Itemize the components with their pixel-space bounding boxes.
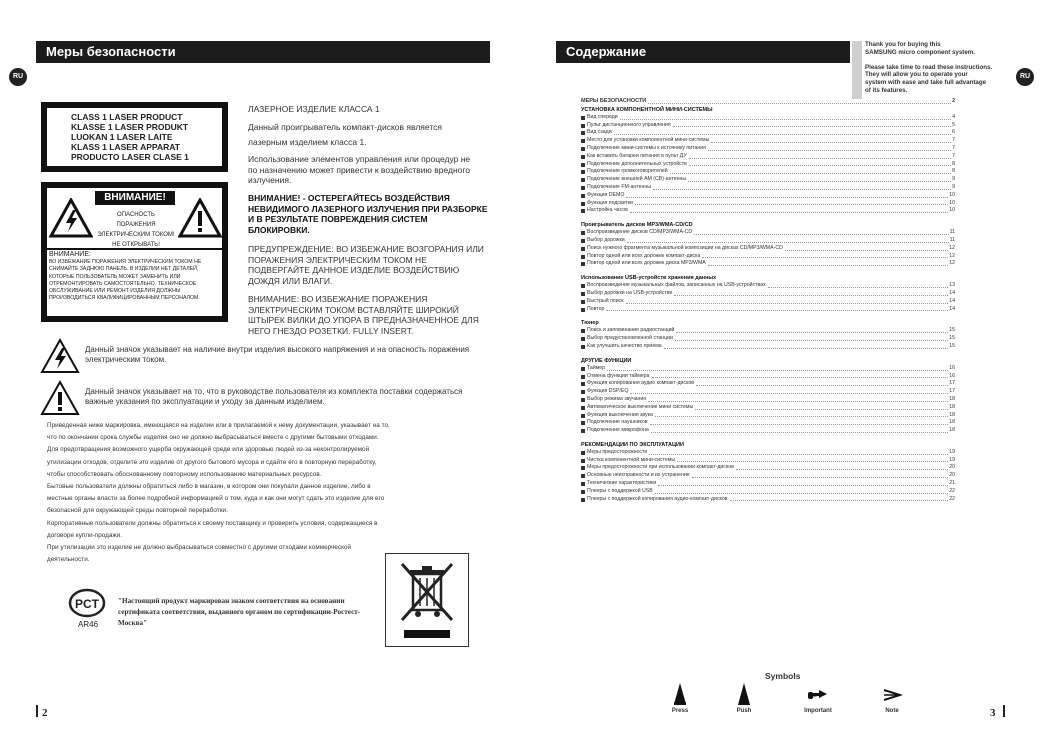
disposal-line: чтобы способствовать обоснованному повторному использованию материальных ресурсов.: [47, 470, 322, 478]
disposal-line: безопасной для окружающей среды повторной переработки.: [47, 507, 228, 515]
toc-page-number: 22: [949, 487, 955, 494]
toc-item-text: Поиск и запоминание радиостанций: [587, 327, 675, 334]
toc-item[interactable]: [581, 282, 955, 290]
disposal-line: Приведенная ниже маркировка, имеющаяся на изделии или в прилагаемой к нему документации, указывает на то,: [47, 422, 390, 429]
toc-item[interactable]: [581, 192, 955, 200]
disposal-line: Бытовые пользователи должны обратиться либо в магазин, в котором они покупали данное изделие, либо в: [47, 483, 371, 491]
toc-item-text: Выбор дорожки: [587, 236, 625, 243]
svg-text:PCT: PCT: [75, 597, 99, 611]
toc-item-text: Основные неисправности и их устранение: [587, 472, 690, 479]
toc-page-number: 16: [949, 364, 955, 371]
toc-page-number: 10: [949, 207, 955, 214]
bullet-square: [581, 375, 585, 379]
toc-item-text: Повтор одной или всех дорожек диска MP3/WMA: [587, 260, 706, 267]
toc-item[interactable]: [581, 427, 955, 435]
toc-leader-dots: [768, 282, 948, 288]
toc-page-number: 18: [949, 419, 955, 426]
crossed-bin-icon: [396, 560, 458, 632]
bullet-square: [581, 170, 585, 174]
toc-leader-dots: [702, 253, 948, 259]
symbol-push: [729, 682, 759, 714]
toc-item[interactable]: [581, 137, 955, 145]
toc-leader-dots: [695, 404, 948, 410]
right-page-number: 3: [990, 707, 996, 719]
bullet-square: [581, 139, 585, 143]
toc-item[interactable]: [581, 449, 955, 457]
toc-leader-dots: [694, 229, 948, 235]
thanks-line: system with ease and take full advantage: [865, 78, 987, 86]
toc-page-number: 11: [949, 229, 955, 236]
bullet-square: [581, 498, 585, 502]
toc-item-text: Функция DEMO: [587, 191, 625, 198]
caution-box-bottom: [47, 250, 222, 316]
thanks-line: Please take time to read these instructions.: [865, 63, 993, 71]
toc-item-text: Подключение наушников: [587, 419, 648, 426]
toc-item[interactable]: [581, 472, 955, 480]
toc-leader-dots: [626, 192, 948, 198]
toc-page-number: 20: [949, 464, 955, 471]
bullet-square: [581, 231, 585, 235]
toc-leader-dots: [689, 161, 951, 167]
toc-leader-dots: [676, 327, 948, 333]
toc-leader-dots: [664, 343, 949, 349]
toc-item[interactable]: [581, 404, 955, 412]
disposal-line: договоре купли-продажи.: [47, 531, 123, 539]
pct-certification-logo: [68, 588, 106, 618]
toc-leader-dots: [677, 457, 948, 463]
thanks-line: They will allow you to operate your: [865, 71, 968, 79]
disposal-line: что по окончании срока службы изделия оно не должно выбрасываться вместе с другими бытовыми отходами.: [47, 434, 379, 442]
toc-leader-dots: [627, 237, 949, 243]
lightning-warning-icon: [49, 198, 93, 238]
toc-item[interactable]: [581, 122, 955, 130]
bullet-square: [581, 482, 585, 486]
toc-item-text: Повтор: [587, 305, 605, 312]
toc-leader-dots: [673, 122, 951, 128]
toc-item-text: Технические характеристики: [587, 480, 657, 487]
toc-page-number: 21: [949, 480, 955, 487]
toc-leader-dots: [652, 373, 949, 379]
toc-item-text: Выбор режима звучания: [587, 395, 647, 402]
toc-item[interactable]: [581, 245, 955, 253]
disposal-line: При утилизации это изделие не должно выбрасываться совместно с другими отходами коммерческой: [47, 544, 352, 552]
toc-item-text: Подключение внешней AM (CB)-антенны: [587, 176, 687, 183]
left-header-bar: [36, 41, 490, 63]
toc-item-text: Быстрый поиск: [587, 297, 624, 304]
laser-class-label: [41, 102, 228, 172]
toc-page-number: 7: [952, 152, 955, 159]
right-language-badge: RU: [1016, 68, 1034, 86]
bullet-square: [581, 255, 585, 259]
bullet-square: [581, 300, 585, 304]
laser-label-line: PRODUCTO LASER CLASE 1: [71, 152, 189, 162]
toc-page-number: 14: [949, 305, 955, 312]
toc-item[interactable]: [581, 290, 955, 298]
toc-page-number: 14: [949, 297, 955, 304]
bullet-square: [581, 451, 585, 455]
bullet-square: [581, 292, 585, 296]
toc-page-number: 18: [949, 395, 955, 402]
thanks-note: [865, 41, 1015, 94]
toc-page-number: 20: [949, 472, 955, 479]
bullet-square: [581, 429, 585, 433]
bullet-square: [581, 239, 585, 243]
toc-item-text: Автоматическое выключение мини системы: [587, 403, 694, 410]
toc-leader-dots: [655, 412, 948, 418]
fire-warning-text: ПРЕДУПРЕЖДЕНИЕ: ВО ИЗБЕЖАНИЕ ВОЗГОРАНИЯ ИЛИ ПОРАЖЕНИЯ ЭЛЕКТРИЧЕСКИМ ТОКОМ НЕ ПОДВЕРГАЙТЕ ДАННОЕ ИЗДЕЛИЕ ВОЗДЕЙСТВИЮ ДОЖДЯ ИЛИ ВЛАГИ.: [248, 244, 484, 286]
toc-item[interactable]: [581, 207, 955, 215]
toc-leader-dots: [692, 472, 949, 478]
toc-item[interactable]: [581, 343, 955, 351]
bullet-square: [581, 414, 585, 418]
plug-warning-text: ВНИМАНИЕ: ВО ИЗБЕЖАНИЕ ПОРАЖЕНИЯ ЭЛЕКТРИЧЕСКИМ ТОКОМ ВСТАВЛЯЙТЕ ШИРОКИЙ ШТЫРЕК ВИЛКИ ДО УПОРА В ПРЕДНАЗНАЧЕННОЕ ДЛЯ НЕГО ГНЕЗДО РОЗЕТКИ. FULLY INSERT.: [248, 294, 479, 336]
bullet-square: [581, 421, 585, 425]
thanks-line: Thank you for buying this: [865, 41, 941, 48]
left-header-title: Меры безопасности: [46, 44, 176, 59]
right-header-title: Содержание: [566, 44, 647, 59]
toc-section-heading[interactable]: Использование USB-устройств хранения данных: [581, 275, 717, 282]
toc-leader-dots: [658, 480, 948, 486]
toc-item[interactable]: [581, 327, 955, 335]
toc-item-text: Подключение мини-системы к источнику питания: [587, 144, 706, 151]
toc-page-number: 14: [949, 289, 955, 296]
toc-item-text: Воспроизведение дисков CD/MP3/WMA-CD: [587, 229, 693, 236]
bullet-square: [581, 466, 585, 470]
toc-page-number: 18: [949, 427, 955, 434]
toc-leader-dots: [674, 290, 948, 296]
toc-leader-dots: [620, 114, 951, 120]
symbol-important: [798, 688, 838, 714]
toc-item[interactable]: [581, 335, 955, 343]
toc-leader-dots: [730, 496, 949, 502]
toc-section-heading[interactable]: Тюнер: [581, 320, 599, 327]
toc-leader-dots: [675, 335, 948, 341]
caution-box-top: [47, 188, 222, 248]
toc-item[interactable]: [581, 496, 955, 504]
toc-section-heading[interactable]: ДРУГИЕ ФУНКЦИИ: [581, 357, 632, 364]
left-page-number: 2: [42, 707, 48, 719]
toc-item[interactable]: [581, 237, 955, 245]
toc-item-text: Выбор дорожки на USB-устройстве: [587, 289, 673, 296]
symbol-label: Important: [804, 708, 832, 714]
push-icon: [737, 682, 751, 706]
toc-leader-dots: [696, 380, 948, 386]
symbols-title: Symbols: [765, 671, 801, 681]
toc-item-text: Функция DSP/EQ: [587, 388, 629, 395]
bullet-square: [581, 398, 585, 402]
toc-item-text: Чистка компонентной мини-системы: [587, 456, 676, 463]
bullet-square: [581, 194, 585, 198]
disposal-line: Корпоративные пользователи должны обратиться к своему поставщику и проверить условия, содержащиеся в: [47, 519, 378, 527]
toc-item[interactable]: [581, 464, 955, 472]
toc-item-text: Подключение громкоговорителей: [587, 168, 668, 175]
toc-page-number: 19: [949, 448, 955, 455]
toc-leader-dots: [650, 419, 949, 425]
toc-item[interactable]: [581, 457, 955, 465]
toc-section-heading[interactable]: УСТАНОВКА КОМПОНЕНТНОЙ МИНИ-СИСТЕМЫ: [581, 106, 713, 113]
toc-leader-dots: [785, 245, 948, 251]
toc-item[interactable]: [581, 229, 955, 237]
exclamation-warning-icon: [178, 198, 222, 238]
exclamation-symbol-icon: [40, 380, 80, 416]
toc-page-number: 5: [952, 121, 955, 128]
bullet-square: [581, 382, 585, 386]
toc-item-text: Воспроизведение музыкальных файлов, записанных на USB-устройствах: [587, 282, 766, 289]
bullet-square: [581, 247, 585, 251]
toc-item[interactable]: [581, 396, 955, 404]
certification-code: AR46: [78, 620, 99, 629]
toc-heading-text: МЕРЫ БЕЗОПАСНОСТИ: [581, 98, 647, 104]
toc-leader-dots: [711, 137, 951, 143]
toc-item-text: Пульт дистанционного управления: [587, 121, 671, 128]
laser-class-text: Данный проигрыватель компакт-дисков является лазерным изделием класса 1.: [248, 122, 442, 147]
toc-item[interactable]: [581, 298, 955, 306]
disposal-line: Для предотвращения возможного ущерба окружающей среде или здоровью людей из-за неконтролируемой: [47, 446, 370, 454]
weee-symbol-box: [385, 553, 469, 647]
toc-page-number: 10: [949, 191, 955, 198]
bullet-square: [581, 284, 585, 288]
toc-item[interactable]: [581, 260, 955, 268]
toc-leader-dots: [630, 207, 948, 213]
toc-item[interactable]: [581, 388, 955, 396]
caution-box: [41, 182, 228, 322]
toc-page-number: 17: [949, 380, 955, 387]
toc-item-text: Вид спереди: [587, 113, 618, 120]
toc-item-text: Таймер: [587, 364, 606, 371]
controls-warning-text: Использование элементов управления или процедур не по назначению может привести к воздействию вредного излучения.: [248, 154, 471, 185]
left-language-badge: RU: [9, 68, 27, 86]
toc-item-text: Плееры с поддержкой копирования аудио-компакт-дисков: [587, 495, 728, 502]
disposal-line: местные органы власти за более подробной информацией о том, куда и как они могут сдать это изделие для его: [47, 495, 385, 503]
bullet-square: [581, 337, 585, 341]
toc-item-text: Повтор одной или всех дорожек компакт-диска: [587, 252, 701, 259]
toc-item[interactable]: [581, 184, 955, 192]
toc-item[interactable]: [581, 168, 955, 176]
bullet-square: [581, 367, 585, 371]
toc-page-number: 12: [949, 244, 955, 251]
toc-item[interactable]: [581, 145, 955, 153]
toc-leader-dots: [648, 396, 948, 402]
note-icon: [882, 688, 902, 702]
toc-item[interactable]: [581, 153, 955, 161]
bullet-square: [581, 131, 585, 135]
bullet-square: [581, 178, 585, 182]
laser-label-line: KLASSE 1 LASER PRODUKT: [71, 122, 189, 132]
thanks-line: SAMSUNG micro component system.: [865, 48, 976, 56]
laser-label-line: CLASS 1 LASER PRODUCT: [71, 112, 183, 122]
toc-page-number: 22: [949, 495, 955, 502]
caution-shock-text: ОПАСНОСТЬ ПОРАЖЕНИЯ ЭЛЕКТРИЧЕСКИМ ТОКОМ! НЕ ОТКРЫВАТЬ!: [97, 212, 175, 248]
bullet-square: [581, 124, 585, 128]
toc-item-text: Подключение FM-антенны: [587, 183, 651, 190]
toc-section-heading[interactable]: Проигрыватель дисков MP3/WMA-CD/CD: [581, 222, 693, 229]
toc-page-number: 19: [949, 456, 955, 463]
thanks-line: [865, 56, 1015, 64]
toc-item[interactable]: [581, 306, 955, 314]
symbol-note: [872, 688, 912, 714]
toc-item[interactable]: [581, 176, 955, 184]
bullet-square: [581, 406, 585, 410]
toc-item-text: Как вставить батареи питания в пульт ДУ: [587, 152, 687, 159]
toc-page-number: 12: [949, 252, 955, 259]
disposal-line: деятельности.: [47, 556, 90, 564]
toc-item-text: Функция выключения звука: [587, 411, 653, 418]
toc-section-heading[interactable]: [581, 98, 955, 106]
toc-section-heading[interactable]: РЕКОМЕНДАЦИИ ПО ЭКСПЛУАТАЦИИ: [581, 441, 684, 448]
toc-page-number: 7: [952, 144, 955, 151]
toc-leader-dots: [736, 464, 948, 470]
bullet-square: [581, 474, 585, 478]
bullet-square: [581, 390, 585, 394]
toc-item-text: Плееры с поддержкой USB: [587, 487, 653, 494]
toc-leader-dots: [653, 184, 951, 190]
toc-leader-dots: [708, 145, 951, 151]
toc-item-text: Как улучшить качество приема: [587, 342, 662, 349]
left-page-bottom-rule: [36, 705, 38, 717]
bullet-square: [581, 490, 585, 494]
right-page-bottom-rule: [1003, 705, 1005, 717]
toc-page-number: 6: [952, 129, 955, 136]
toc-page-number: 9: [952, 183, 955, 190]
toc-leader-dots: [648, 98, 951, 104]
toc-page-number: 8: [952, 168, 955, 175]
toc-page-number: 17: [949, 388, 955, 395]
laser-label-line: LUOKAN 1 LASER LAITE: [71, 132, 173, 142]
toc-page-number: 16: [949, 372, 955, 379]
bullet-square: [581, 459, 585, 463]
bullet-square: [581, 345, 585, 349]
disposal-text: [47, 420, 487, 566]
laser-label-line: KLASS 1 LASER APPARAT: [71, 142, 180, 152]
bullet-square: [581, 262, 585, 266]
toc-page-number: 9: [952, 176, 955, 183]
toc-item[interactable]: [581, 380, 955, 388]
toc-item-text: Отмена функции таймера: [587, 372, 650, 379]
exclamation-symbol-note: Данный значок указывает на то, что в руководстве пользователя из комплекта поставки содержаться важные указания по эксплуатации и уходу за данным изделием.: [85, 387, 463, 406]
toc-leader-dots: [689, 153, 951, 159]
invisible-laser-warning: ВНИМАНИЕ! - ОСТЕРЕГАЙТЕСЬ ВОЗДЕЙСТВИЯ НЕВИДИМОГО ЛАЗЕРНОГО ИЗЛУЧЕНИЯ ПРИ РАЗБОРКЕ И В РЕЗУЛЬТАТЕ ПОВРЕЖДЕНИЯ СИСТЕМ БЛОКИРОВКИ.: [248, 193, 488, 235]
caution-lower-title: ВНИМАНИЕ:: [49, 251, 91, 258]
toc-item-text: Меры предосторожности: [587, 448, 648, 455]
bullet-square: [581, 147, 585, 151]
toc-page-number: 13: [949, 282, 955, 289]
toc-leader-dots: [606, 306, 948, 312]
toc-page-number: 11: [949, 236, 955, 243]
toc-item[interactable]: [581, 114, 955, 122]
toc-page-number: 7: [952, 137, 955, 144]
toc-item[interactable]: [581, 373, 955, 381]
bullet-square: [581, 155, 585, 159]
toc-item-text: Функция копирования аудио компакт-дисков: [587, 380, 694, 387]
toc-item-text: Подключение дополнительных устройств: [587, 160, 687, 167]
laser-class-heading: ЛАЗЕРНОЕ ИЗДЕЛИЕ КЛАССА 1: [248, 104, 380, 114]
symbol-label: Note: [885, 708, 899, 714]
toc-page-number: 15: [949, 342, 955, 349]
toc-page-number: 10: [949, 199, 955, 206]
toc-item-text: Вид сзади: [587, 129, 612, 136]
toc-page-number: 12: [949, 260, 955, 267]
caution-lower-text: ВО ИЗБЕЖАНИЕ ПОРАЖЕНИЯ ЭЛЕКТРИЧЕСКИМ ТОКОМ НЕ СНИМАЙТЕ ЗАДНЮЮ ПАНЕЛЬ. В ИЗДЕЛИИ НЕТ ДЕТАЛЕЙ, КОТОРЫЕ ПОЛЬЗОВАТЕЛЬ МОЖЕТ ЗАМЕНИТЬ ИЛИ ОТРЕМОНТИРОВАТЬ САМОСТОЯТЕЛЬНО. ТЕХНИЧЕСКОЕ ОБСЛУЖИВАНИЕ ИЛИ РЕМОНТ ИЗДЕЛИЯ ДОЛЖНЫ ПРОИЗВОДИТЬСЯ КВАЛИФИЦИРОВАННЫМ ПЕРСОНАЛОМ.: [49, 259, 202, 302]
bullet-square: [581, 202, 585, 206]
bullet-square: [581, 329, 585, 333]
toc-leader-dots: [630, 388, 948, 394]
toc-page-number: 15: [949, 335, 955, 342]
thanks-line: of its features.: [865, 86, 908, 94]
toc-page-number: 18: [949, 411, 955, 418]
toc-leader-dots: [626, 298, 949, 304]
toc-leader-dots: [607, 365, 948, 371]
bullet-square: [581, 186, 585, 190]
toc-item[interactable]: [581, 419, 955, 427]
disposal-line: утилизации отходов, отделите это изделие от другого бытового мусора и сдайте его в повторную переработку,: [47, 458, 377, 466]
bullet-square: [581, 209, 585, 213]
right-header-bar: [556, 41, 850, 63]
toc-item-text: Подключение микрофона: [587, 427, 649, 434]
weee-black-bar: [404, 630, 450, 638]
toc-leader-dots: [688, 176, 951, 182]
caution-title: ВНИМАНИЕ!: [95, 191, 175, 205]
table-of-contents: [581, 98, 955, 503]
toc-item[interactable]: [581, 412, 955, 420]
toc-item[interactable]: [581, 365, 955, 373]
lightning-symbol-note: Данный значок указывает на наличие внутри изделия высокого напряжения и на опасность поражения электрическим током.: [85, 345, 470, 364]
symbol-label: Press: [671, 708, 689, 714]
bullet-square: [581, 116, 585, 120]
toc-item-text: Место для установки компонентной мини-системы: [587, 137, 710, 144]
toc-leader-dots: [670, 168, 951, 174]
toc-page-number: 8: [952, 160, 955, 167]
press-icon: [673, 682, 687, 706]
toc-leader-dots: [708, 260, 948, 266]
toc-item-text: Выбор предустановленной станции: [587, 335, 673, 342]
toc-page-number: 18: [949, 403, 955, 410]
toc-page-number: 2: [952, 98, 955, 104]
toc-leader-dots: [651, 427, 948, 433]
bullet-square: [581, 308, 585, 312]
toc-page-number: 4: [952, 113, 955, 120]
toc-item[interactable]: [581, 480, 955, 488]
toc-item-text: Настройка часов: [587, 207, 628, 214]
right-grey-tab: [852, 41, 862, 99]
toc-item-text: Поиск нужного фрагмента музыкальной композиции на дисках CD/MP3/WMA-CD: [587, 244, 783, 251]
toc-page-number: 15: [949, 327, 955, 334]
toc-item-text: Меры предосторожности при использовании компакт-дисков: [587, 464, 734, 471]
toc-item[interactable]: [581, 488, 955, 496]
symbol-label: Push: [736, 708, 752, 714]
pointing-hand-icon: [807, 688, 829, 702]
toc-item-text: Функция подсветки: [587, 199, 633, 206]
certification-text: "Настоящий продукт маркирован знаком соответствия на основании сертификата соответствия, выданного органом по сертификации-Ростест-Москва": [118, 597, 361, 627]
toc-leader-dots: [614, 129, 952, 135]
lightning-symbol-icon: [40, 338, 80, 374]
bullet-square: [581, 163, 585, 167]
symbol-press: [665, 682, 695, 714]
toc-leader-dots: [649, 449, 948, 455]
toc-item[interactable]: [581, 200, 955, 208]
toc-leader-dots: [635, 200, 948, 206]
toc-leader-dots: [655, 488, 949, 494]
